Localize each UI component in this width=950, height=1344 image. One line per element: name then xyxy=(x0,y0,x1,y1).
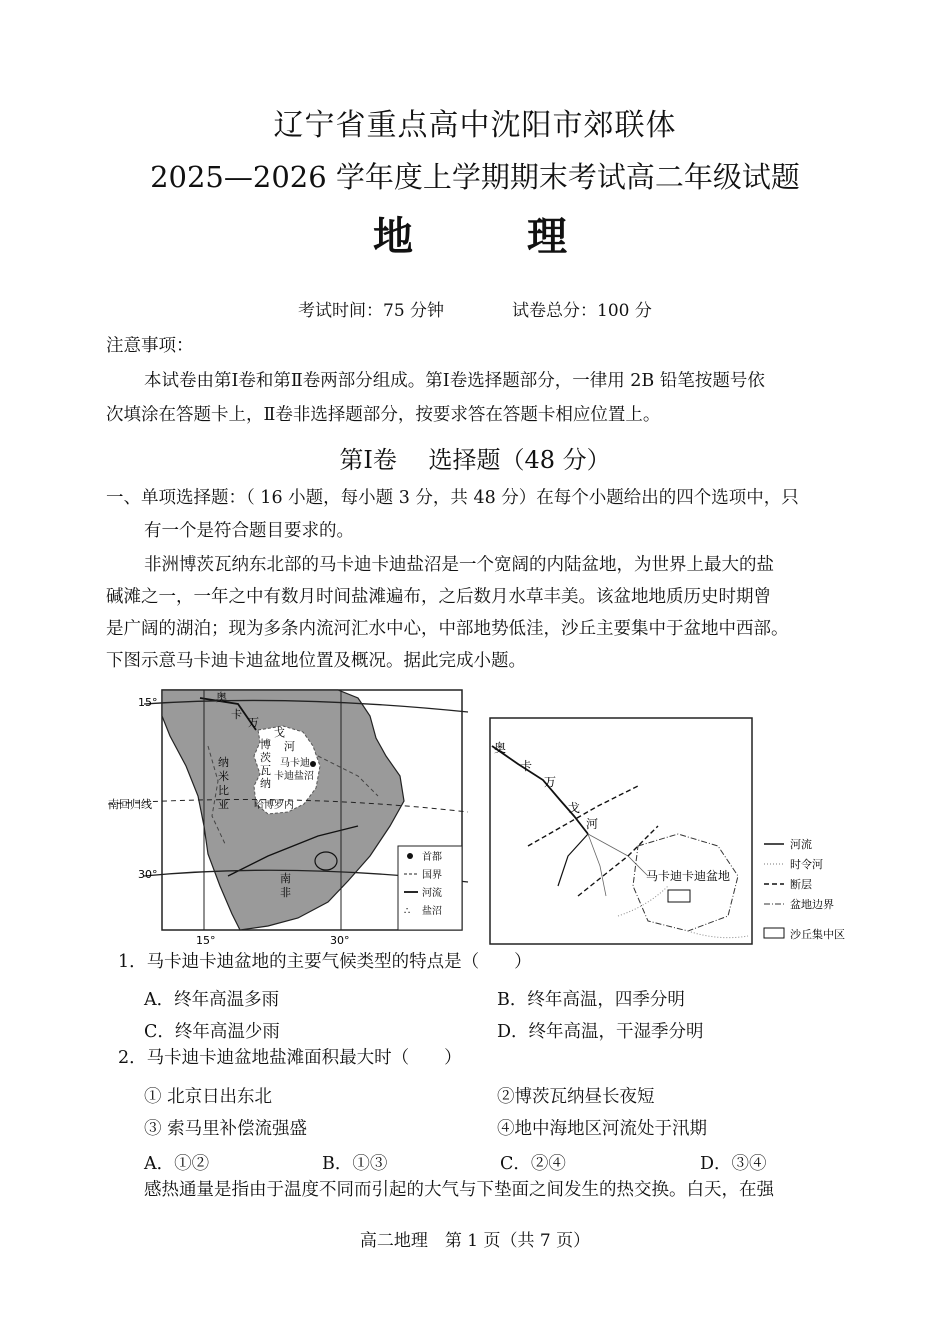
salt-legend-icon: ∴ xyxy=(404,906,411,917)
legend-salt: 盐沼 xyxy=(422,906,442,917)
tropic-label: 南回归线 xyxy=(108,798,152,811)
notice-heading: 注意事项： xyxy=(106,336,194,356)
basin-label-1: 马卡迪 xyxy=(280,758,310,769)
lat-15-label: 15° xyxy=(138,696,158,709)
section-title: 第Ⅰ卷 选择题（48 分） xyxy=(339,446,611,474)
exam-time: 考试时间：75 分钟 xyxy=(298,301,445,321)
right-ao-label: 奥 xyxy=(494,741,507,755)
capital-legend-icon xyxy=(407,853,413,859)
q2-stem: 2．马卡迪卡迪盆地盐滩面积最大时（ ） xyxy=(118,1048,462,1068)
lon-15-label: 15° xyxy=(196,934,216,947)
exam-title-line1: 辽宁省重点高中沈阳市郊联体 xyxy=(273,108,677,143)
basin-name-label: 马卡迪卡迪盆地 xyxy=(646,869,731,883)
southern-africa-map xyxy=(108,686,474,948)
right-he-label: 河 xyxy=(586,817,599,831)
right-legend-dune: 沙丘集中区 xyxy=(790,928,845,941)
botswana-label: 博 xyxy=(260,738,271,751)
river-ka-label: 卡 xyxy=(231,708,242,721)
right-legend-seasonal: 时令河 xyxy=(790,858,823,871)
river-wan-label: 万 xyxy=(248,716,259,729)
q1-option-a[interactable]: A．终年高温多雨 xyxy=(144,990,280,1010)
passage-line4: 下图示意马卡迪卡迪盆地位置及概况。据此完成小题。 xyxy=(106,651,526,671)
q1-stem: 1．马卡迪卡迪盆地的主要气候类型的特点是（ ） xyxy=(118,952,532,972)
legend-capital: 首都 xyxy=(422,852,442,863)
botswana-label-4: 纳 xyxy=(260,777,271,790)
passage-line1: 非洲博茨瓦纳东北部的马卡迪卡迪盐沼是一个宽阔的内陆盆地，为世界上最大的盐 xyxy=(144,555,774,575)
q2-option-b[interactable]: B．①③ xyxy=(322,1154,388,1174)
q2-option-d[interactable]: D．③④ xyxy=(700,1154,767,1174)
next-passage-line: 感热通量是指由于温度不同而引起的大气与下垫面之间发生的热交换。白天，在强 xyxy=(144,1180,774,1200)
river-he-label: 河 xyxy=(284,740,295,753)
section-instruction-2: 有一个是符合题目要求的。 xyxy=(144,521,354,541)
legend-border: 国界 xyxy=(422,870,442,881)
dune-legend-icon xyxy=(764,928,784,938)
q1-option-c[interactable]: C．终年高温少雨 xyxy=(144,1022,280,1042)
q2-statement-4: ④地中海地区河流处于汛期 xyxy=(497,1119,707,1139)
south-africa-label-1: 南 xyxy=(280,872,291,885)
right-ge-label: 戈 xyxy=(568,801,581,815)
lat-30-label: 30° xyxy=(138,868,158,881)
river-ge-label: 戈 xyxy=(274,726,285,739)
q2-option-a[interactable]: A．①② xyxy=(144,1154,210,1174)
q2-statement-3: ③ 索马里补偿流强盛 xyxy=(144,1119,308,1139)
notice-line2: 次填涂在答题卡上，Ⅱ卷非选择题部分，按要求答在答题卡相应位置上。 xyxy=(106,405,661,425)
makgadikgadi-basin-map xyxy=(488,716,872,948)
botswana-label-2: 茨 xyxy=(260,751,271,764)
notice-line1: 本试卷由第Ⅰ卷和第Ⅱ卷两部分组成。第Ⅰ卷选择题部分，一律用 2B 铅笔按题号依 xyxy=(144,371,765,391)
namibia-label-3: 比 xyxy=(218,784,229,797)
q2-statement-2: ②博茨瓦纳昼长夜短 xyxy=(497,1087,655,1107)
right-legend-river: 河流 xyxy=(790,838,812,851)
namibia-label-4: 亚 xyxy=(218,798,229,811)
lon-30-label: 30° xyxy=(330,934,350,947)
total-score: 试卷总分：100 分 xyxy=(512,301,652,321)
south-africa-label-2: 非 xyxy=(280,886,291,899)
subject-title: 地 理 xyxy=(373,213,617,260)
right-legend-boundary: 盆地边界 xyxy=(790,898,834,911)
q1-option-d[interactable]: D．终年高温，干湿季分明 xyxy=(497,1022,704,1042)
exam-title-line2: 2025—2026 学年度上学期期末考试高二年级试题 xyxy=(150,160,800,194)
river-ao-label: 奥 xyxy=(216,691,227,704)
right-legend-fault: 断层 xyxy=(790,878,812,891)
section-instruction-1: 一、单项选择题：（ 16 小题，每小题 3 分，共 48 分）在每个小题给出的四个选项中，只 xyxy=(106,488,799,508)
q1-option-b[interactable]: B．终年高温，四季分明 xyxy=(497,990,685,1010)
basin-label-2: 卡迪盐沼 xyxy=(274,771,314,782)
right-ka-label: 卡 xyxy=(520,759,533,773)
q2-statement-1: ① 北京日出东北 xyxy=(144,1087,273,1107)
right-wan-label: 万 xyxy=(544,775,557,789)
legend-river: 河流 xyxy=(422,888,442,899)
passage-line3: 是广阔的湖泊；现为多条内流河汇水中心，中部地势低洼，沙丘主要集中于盆地中西部。 xyxy=(106,619,789,639)
namibia-label-2: 米 xyxy=(218,770,229,783)
passage-line2: 碱滩之一，一年之中有数月时间盐滩遍布，之后数月水草丰美。该盆地地质历史时期曾 xyxy=(106,587,771,607)
namibia-label-1: 纳 xyxy=(218,756,229,769)
botswana-label-3: 瓦 xyxy=(260,764,271,777)
page-footer: 高二地理 第 1 页（共 7 页） xyxy=(359,1231,591,1251)
q2-option-c[interactable]: C．②④ xyxy=(500,1154,566,1174)
capital-label: 哈博罗内 xyxy=(254,800,294,811)
